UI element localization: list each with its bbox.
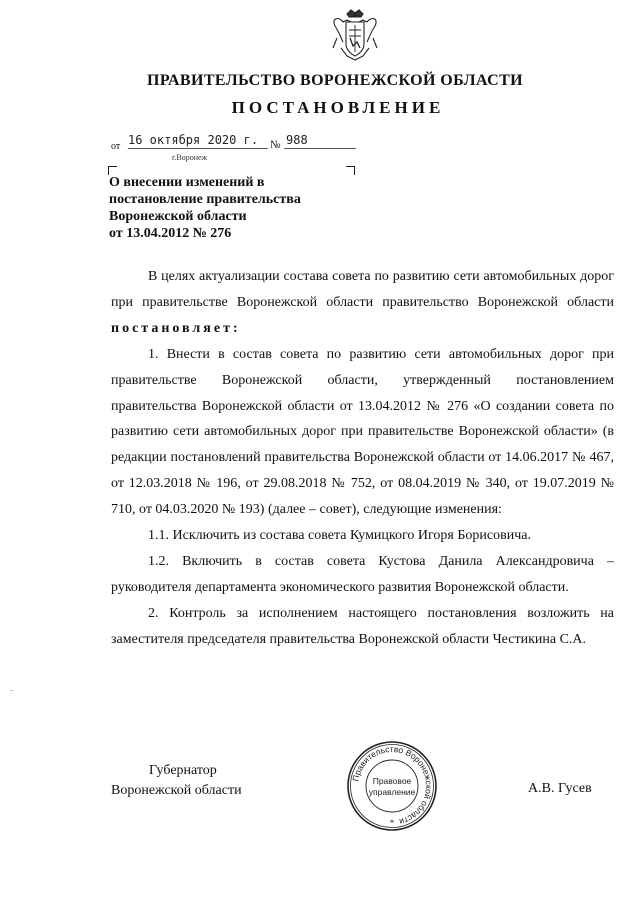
title-line: Воронежской области [109,209,247,224]
scan-margin-mark [10,690,13,691]
title-corner-right [346,166,355,175]
city-name: г.Воронеж [172,153,208,162]
document-number: 988 [284,133,356,149]
post-line-1: Губернатор [149,763,217,778]
organization-name: ПРАВИТЕЛЬСТВО ВОРОНЕЖСКОЙ ОБЛАСТИ [146,72,524,89]
official-seal [346,740,438,832]
seal-star: * [389,818,395,828]
title-line: постановление правительства [109,192,301,207]
seal-inner-line-2: управление [368,787,416,797]
item-1-1-paragraph: 1.1. Исключить из состава совета Кумицкого Игоря Борисовича. [148,528,531,544]
seal-inner-line-1: Правовое [372,776,412,786]
title-line: О внесении изменений в [109,175,265,190]
item-2-paragraph: 2. Контроль за исполнением настоящего постановления возложить на заместителя председателя правительства Воронежской области Честикина С.А. [111,605,614,647]
signatory-post [111,761,271,801]
seal-ring-path: Правительство Воронежской области [350,743,435,828]
document-title [109,174,339,242]
document-body [111,264,614,653]
document-type: ПОСТАНОВЛЕНИЕ [231,98,445,117]
signatory-name: А.В. Гусев [528,781,592,796]
preamble-text: В целях актуализации состава совета по развитию сети автомобильных дорог при правительстве Воронежской области правительство Воронежской области [111,269,614,310]
date-prefix: от [111,141,121,152]
number-label: № [270,139,281,151]
decree-word: постановляет: [111,320,241,336]
title-line: от 13.04.2012 № 276 [109,226,232,241]
item-1-paragraph: 1. Внести в состав совета по развитию сети автомобильных дорог при правительстве Воронежской области, утвержденный постановлением правительства Воронежской области от 13.04.2012 № 276 «О создании совета по развитию сети автомобильных дорог при правительстве Воронежской области» (в редакции постановлений правительства Воронежской области от 14.06.2017 № 467, от 12.03.2018 № 196, от 29.08.2018 № 752, от 08.04.2019 № 340, от 19.07.2019 № 710, от 04.03.2020 № 193) (далее – совет), следующие изменения: [111,346,614,518]
document-date: 16 октября 2020 г. [128,133,268,149]
item-1-2-paragraph: 1.2. Включить в состав совета Кустова Данила Александровича – руководителя департамента экономического развития Воронежской области. [111,553,614,595]
post-line-2: Воронежской области [111,783,242,798]
preamble-paragraph [111,264,614,342]
coat-of-arms-icon [327,8,383,64]
